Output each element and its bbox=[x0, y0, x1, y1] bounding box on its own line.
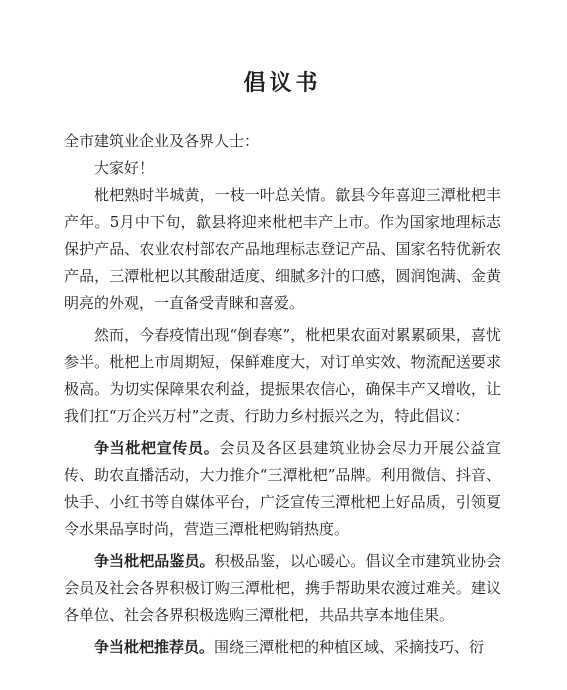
initiative-heading: 争当枇杷推荐员。 bbox=[94, 638, 215, 656]
paragraph: 枇杷熟时半城黄，一枝一叶总关情。歙县今年喜迎三潭枇杷丰产年。5月中下旬，歙县将迎来枇杷丰产上市。作为国家地理标志保护产品、农业农村部农产品地理标志登记产品、国家名特优新农产品，三潭枇杷以其酸甜适度、细腻多汁的口感，圆润饱满、金黄明亮的外观，一直备受青睐和喜爱。 bbox=[64, 186, 501, 312]
initiative-heading: 争当枇杷品鉴员。 bbox=[94, 552, 215, 570]
document-body bbox=[64, 155, 501, 661]
salutation: 全市建筑业企业及各界人士： bbox=[64, 132, 260, 150]
document-title: 倡议书 bbox=[243, 71, 322, 96]
paragraph: 然而，今春疫情出现“倒春寒”，枇杷果农面对累累硕果，喜忧参半。枇杷上市周期短，保鲜难度大，对订单实效、物流配送要求极高。为切实保障果农利益，提振果农信心，确保丰产又增收，让我们扛“万企兴万村”之责、行助力乡村振兴之为，特此倡议： bbox=[64, 326, 501, 425]
initiative-item bbox=[64, 435, 501, 543]
initiative-item bbox=[64, 634, 501, 661]
initiative-text: 围绕三潭枇杷的种植区域、采摘技巧、衍 bbox=[214, 638, 485, 656]
initiative-heading: 争当枇杷宣传员。 bbox=[94, 439, 220, 457]
initiative-text: 积极品鉴，以心暖心。倡议全市建筑业协会会员及社会各界积极订购三潭枇杷，携手帮助果农渡过难关。建议各单位、社会各界积极选购三潭枇杷，共品共享本地佳果。 bbox=[64, 552, 501, 624]
greeting: 大家好！ bbox=[94, 159, 155, 177]
initiative-item bbox=[64, 548, 501, 629]
initiative-text: 会员及各区县建筑业协会尽力开展公益宣传、助农直播活动，大力推介“三潭枇杷”品牌。利用微信、抖音、快手、小红书等自媒体平台，广泛宣传三潭枇杷上好品质，引领夏令水果品享时尚，营造三潭枇杷购销热度。 bbox=[64, 439, 501, 538]
